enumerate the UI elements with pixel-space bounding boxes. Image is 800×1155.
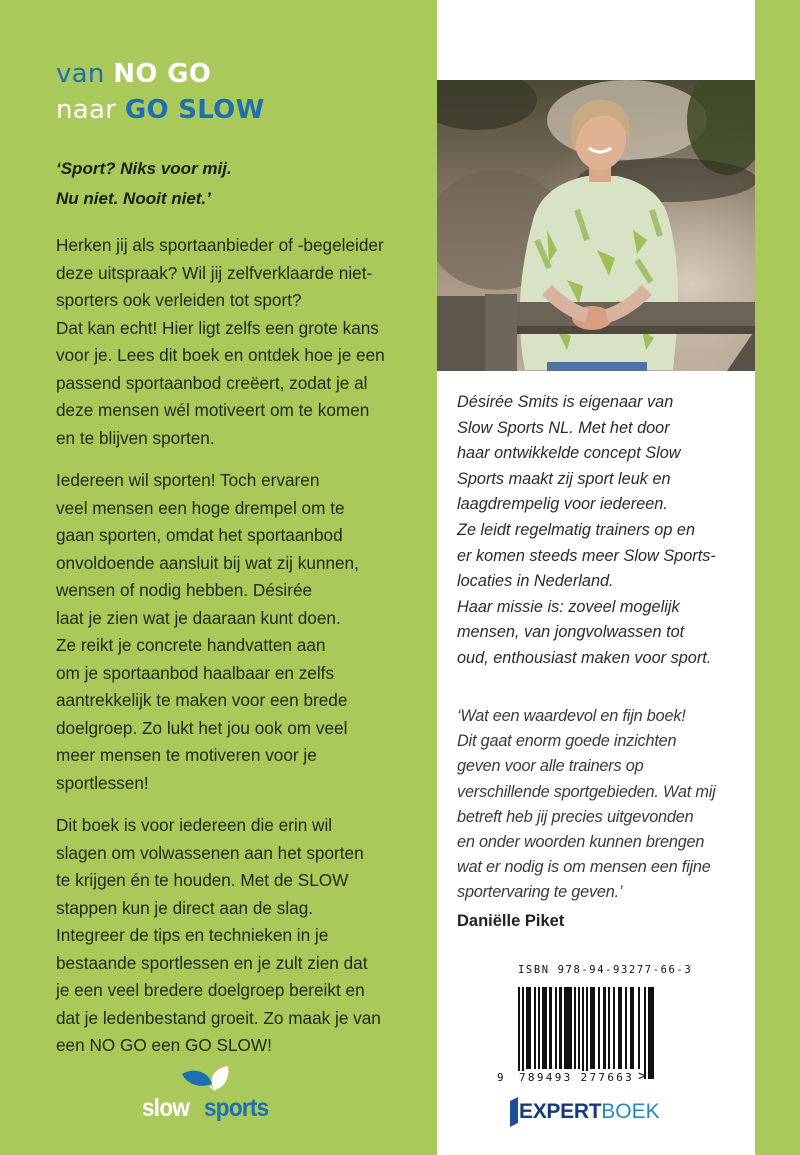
testimonial-line: geven voor alle trainers op <box>457 757 644 776</box>
testimonial-line: en onder woorden kunnen brengen <box>457 833 705 852</box>
logo-word-slow: slow <box>142 1094 190 1122</box>
text-line: je een veel bredere doelgroep bereikt en <box>56 980 365 1000</box>
testimonial-quote <box>457 704 752 906</box>
quote-line: ‘Sport? Niks voor mij. <box>56 159 232 178</box>
bio-line: Slow Sports NL. Met het door <box>457 418 670 437</box>
text-line: gaan sporten, omdat het sportaanbod <box>56 525 343 545</box>
logo-word-sports: sports <box>204 1094 269 1122</box>
text-line: Ze reikt je concrete handvatten aan <box>56 635 326 655</box>
text-line: deze uitspraak? Wil jij zelfverklaarde niet- <box>56 262 373 283</box>
testimonial-line: ‘Wat een waardevol en fijn boek! <box>457 707 686 725</box>
barcode-arrow: > <box>638 1069 646 1084</box>
text-line: een NO GO een GO SLOW! <box>56 1035 272 1055</box>
text-line: laat je zien wat je daaraan kunt doen. <box>56 607 341 628</box>
paragraph-intro <box>56 232 426 452</box>
title-line-1 <box>56 56 426 92</box>
text-line: sportlessen! <box>56 772 149 793</box>
title-line-2 <box>56 92 426 128</box>
bio-line: Désirée Smits is eigenaar van <box>457 393 674 411</box>
barcode-digits <box>497 1069 646 1084</box>
text-line: dat je ledenbestand groeit. Zo maak je van <box>56 1007 381 1028</box>
publisher-name-expert: EXPERT <box>519 1100 602 1123</box>
text-line: wensen of nodig hebben. Désirée <box>56 580 313 600</box>
author-portrait-image <box>437 80 755 371</box>
text-line: Dit boek is voor iedereen die erin wil <box>56 815 333 835</box>
text-line: Iedereen wil sporten! Toch ervaren <box>56 470 320 490</box>
author-photo <box>437 80 755 371</box>
text-line: Dat kan echt! Hier ligt zelfs een grote kans <box>56 317 379 338</box>
text-line: passend sportaanbod creëert, zodat je al <box>56 372 368 393</box>
paragraph-problem <box>56 467 426 797</box>
text-line: doelgroep. Zo lukt het jou ook om veel <box>56 717 348 738</box>
bio-line: haar ontwikkelde concept Slow <box>457 444 681 463</box>
testimonial-line: wat er nodig is om mensen een fijne <box>457 858 711 877</box>
text-line: meer mensen te motiveren voor je <box>56 745 317 765</box>
text-line: stappen kun je direct aan de slag. <box>56 897 314 918</box>
back-cover-text <box>56 56 426 1060</box>
isbn-label: ISBN 978-94-93277-66-3 <box>518 964 693 976</box>
bio-line: Ze leidt regelmatig trainers op en <box>457 520 696 539</box>
text-line: onvoldoende aansluit bij wat zij kunnen, <box>56 552 359 573</box>
text-line: deze mensen wél motiveert om te komen <box>56 400 370 420</box>
text-line: bestaande sportlessen en je zult zien dat <box>56 952 368 973</box>
opening-quote <box>56 154 426 214</box>
bio-line: mensen, van jongvolwassen tot <box>457 623 685 642</box>
bio-line: laagdrempelig voor iedereen. <box>457 495 668 514</box>
text-line: voor je. Lees dit boek en ontdek hoe je een <box>56 345 385 365</box>
testimonial-line: verschillende sportgebieden. Wat mij <box>457 782 716 801</box>
publisher-name-boek: BOEK <box>601 1100 660 1123</box>
author-panel <box>437 0 755 1155</box>
text-line: Herken jij als sportaanbieder of -begeleider <box>56 235 384 255</box>
paragraph-audience <box>56 812 426 1060</box>
bio-line: er komen steeds meer Slow Sports- <box>457 546 716 565</box>
title-emphasis: GO SLOW <box>124 95 265 125</box>
title-prefix: naar <box>56 95 117 125</box>
bio-line: oud, enthousiast maken voor sport. <box>457 648 712 667</box>
barcode-icon <box>518 987 654 1079</box>
title-prefix: van <box>56 59 105 89</box>
text-line: aantrekkelijk te maken voor een brede <box>56 690 348 710</box>
slow-sports-logo <box>142 1066 287 1128</box>
testimonial-line: sportervaring te geven.’ <box>457 883 623 902</box>
text-line: te krijgen én te houden. Met de SLOW <box>56 870 349 890</box>
text-line: Integreer de tips en technieken in je <box>56 925 329 945</box>
title-emphasis: NO GO <box>113 59 212 89</box>
testimonial-line: Dit gaat enorm goede inzichten <box>457 732 677 751</box>
quote-line: Nu niet. Nooit niet.’ <box>56 189 211 208</box>
text-line: en te blijven sporten. <box>56 427 215 448</box>
barcode-digit-first: 9 <box>497 1071 504 1084</box>
barcode-digit-group: 277663 <box>580 1071 635 1084</box>
testimonial-line: betreft heb jij precies uitgevonden <box>457 807 694 826</box>
text-line: om je sportaanbod haalbaar en zelfs <box>56 662 335 683</box>
bio-line: Haar missie is: zoveel mogelijk <box>457 597 680 616</box>
text-line: veel mensen een hoge drempel om te <box>56 497 345 518</box>
bio-line: Sports maakt zij sport leuk en <box>457 469 671 488</box>
barcode-digit-group: 789493 <box>519 1071 573 1084</box>
publisher-logo <box>510 1094 660 1130</box>
bio-line: locaties in Nederland. <box>457 572 614 591</box>
testimonial-author: Daniëlle Piket <box>457 912 565 930</box>
text-line: sporters ook verleiden tot sport? <box>56 290 302 310</box>
book-icon <box>510 1097 518 1127</box>
author-bio <box>457 390 752 672</box>
text-line: slagen om volwassenen aan het sporten <box>56 842 364 863</box>
